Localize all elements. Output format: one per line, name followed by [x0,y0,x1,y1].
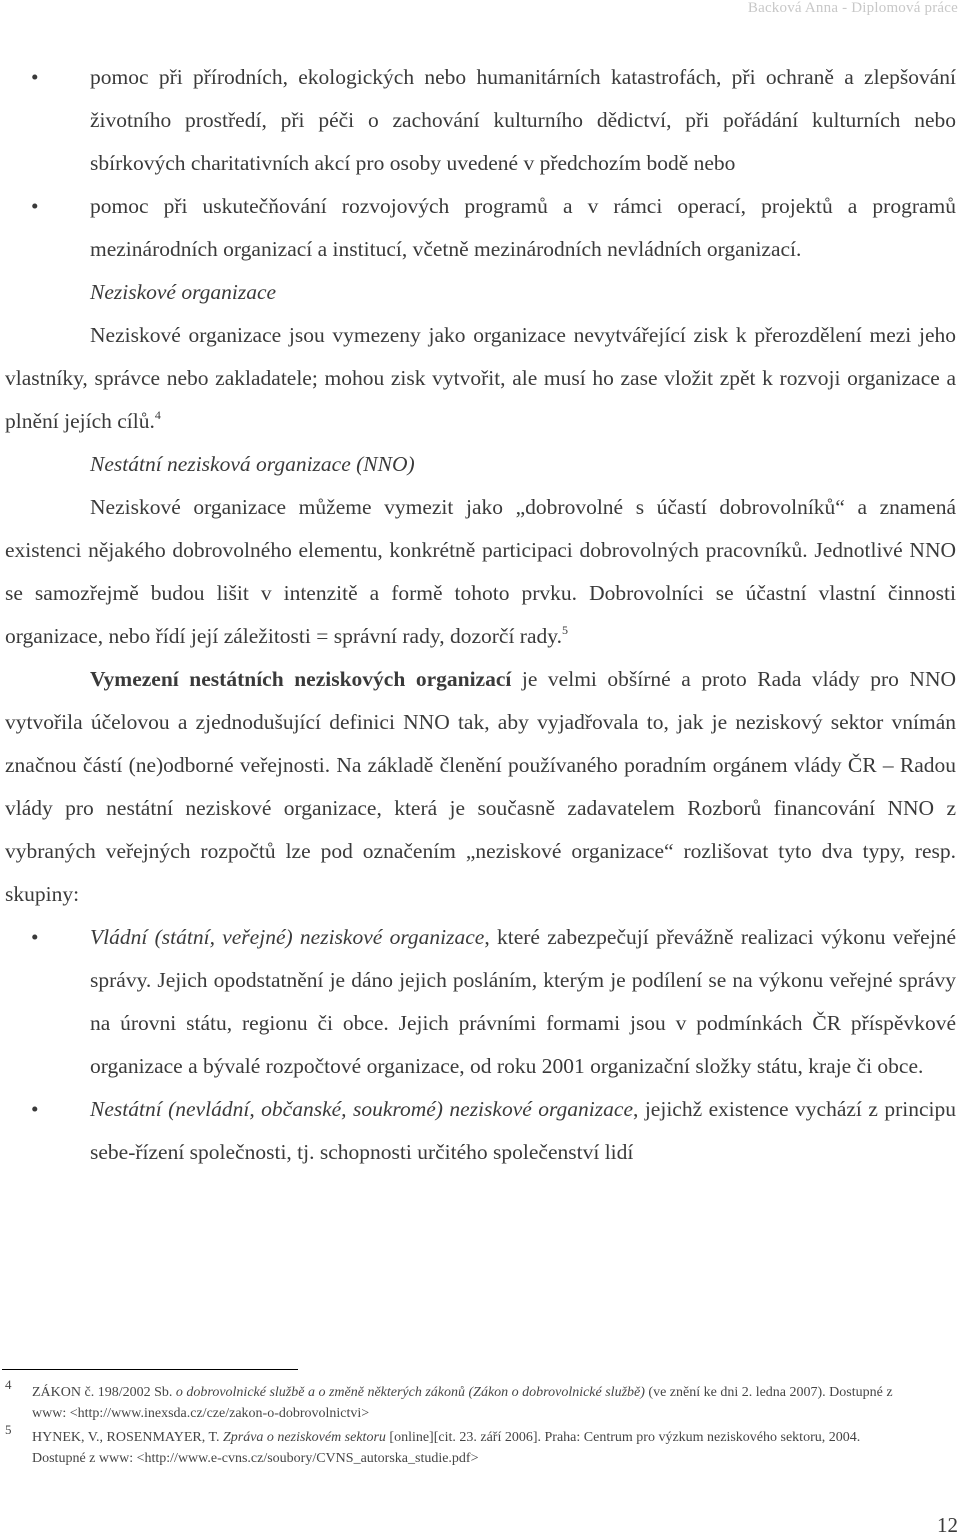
bullet-icon: • [31,1097,39,1121]
paragraph-text: je velmi obšírné a proto Rada vlády pro NNO vytvořila účelovou a zjednodušující definici NNO tak, aby vyjadřovala to, jak je neziskový sektor vnímán značnou částí (ne)odborné veřejnosti. Na základě členění používaného poradním orgánem vlády ČR – Radou vlády pro nestátní neziskové organizace, která je současně zadavatelem Rozborů financování NNO z vybraných veřejných rozpočtů lze pod označením „neziskové organizace“ rozlišovat tyto dva typy, resp. skupiny: [5,667,956,906]
list-item-text: pomoc při přírodních, ekologických nebo humanitárních katastrofách, při ochraně a zlepšování životního prostředí, při péči o zachování kulturního dědictví, při pořádání kulturních nebo sbírkových charitativních akcí pro osoby uvedené v předchozím bodě nebo [90,65,956,175]
list-item-term: Nestátní (nevládní, občanské, soukromé) neziskové organizace [90,1097,633,1121]
list-item [5,185,956,271]
section-heading: Nestátní nezisková organizace (NNO) [90,452,415,476]
footnote-number: 4 [5,1377,12,1392]
bullet-icon: • [31,925,39,949]
paragraph [5,314,956,443]
paragraph-text: Neziskové organizace můžeme vymezit jako „dobrovolné s účastí dobrovolníků“ a znamená existenci nějakého dobrovolného elementu, konkrétně participaci dobrovolných pracovníků. Jednotlivé NNO se samozřejmě budou lišit v intenzitě a formě tohoto prvku. Dobrovolníci se účastní vlastní činnosti organizace, nebo řídí její záležitosti = správní rady, dozorčí rady. [5,495,956,648]
footnote-text: [online][cit. 23. září 2006]. Praha: Centrum pro výzkum neziskového sektoru, 2004. Dostupné z www: <http://www.e-cvns.cz/soubory/CVNS_autorska_studie.pdf> [32,1430,861,1466]
running-header: Backová Anna - Diplomová práce [747,0,958,16]
footnote-text: HYNEK, V., ROSENMAYER, T. [32,1430,223,1445]
footnote-text: ZÁKON č. 198/2002 Sb. [32,1385,176,1400]
list-item-text: , jejichž existence vychází z principu sebe-řízení společnosti, tj. schopnosti určitého společenství lidí [90,1097,956,1164]
footnote-title: Zpráva o neziskovém sektoru [222,1430,386,1445]
document-body [5,56,956,1174]
list-item-text: , které zabezpečují převážně realizaci výkonu veřejné správy. Jejich opodstatnění je dáno jejich posláním, kterým je podílení se na výkonu veřejné správy na úrovni státu, regionu či obce. Jejich právními formami jsou v podmínkách ČR příspěvkové organizace a bývalé rozpočtové organizace, od roku 2001 organizační složky státu, kraje či obce. [90,925,956,1078]
footnote-text: (ve znění ke dni 2. ledna 2007). Dostupné z www: <http://www.inexsda.cz/cze/zakon-o-dobrovolnictvi> [32,1385,893,1421]
list-item [5,1088,956,1174]
list-item [5,56,956,185]
section-heading: Neziskové organizace [90,280,277,304]
page-number: 12 [937,1513,958,1537]
footnote [5,1377,915,1424]
footnote-title: o dobrovolnické službě a o změně některých zákonů (Zákon o dobrovolnické službě) [175,1385,645,1400]
footnote-separator [2,1369,298,1370]
list-item-text: pomoc při uskutečňování rozvojových programů a v rámci operací, projektů a programů mezinárodních organizací a institucí, včetně mezinárodních nevládních organizací. [90,194,956,261]
bullet-icon: • [31,194,39,218]
paragraph-text: Neziskové organizace jsou vymezeny jako organizace nevytvářející zisk k přerozdělení mezi jeho vlastníky, správce nebo zakladatele; mohou zisk vytvořit, ale musí ho zase vložit zpět k rozvoji organizace a plnění jejích cílů. [5,323,956,433]
list-item [5,916,956,1088]
paragraph [5,486,956,658]
paragraph [5,658,956,916]
footnotes [5,1377,915,1472]
footnote-ref[interactable]: 5 [561,623,568,637]
footnote [5,1422,915,1469]
footnote-number: 5 [5,1422,12,1437]
bullet-icon: • [31,65,39,89]
list-item-term: Vládní (státní, veřejné) neziskové organizace [90,925,485,949]
bold-lead: Vymezení nestátních neziskových organizací [90,667,512,691]
footnote-ref[interactable]: 4 [154,408,161,422]
